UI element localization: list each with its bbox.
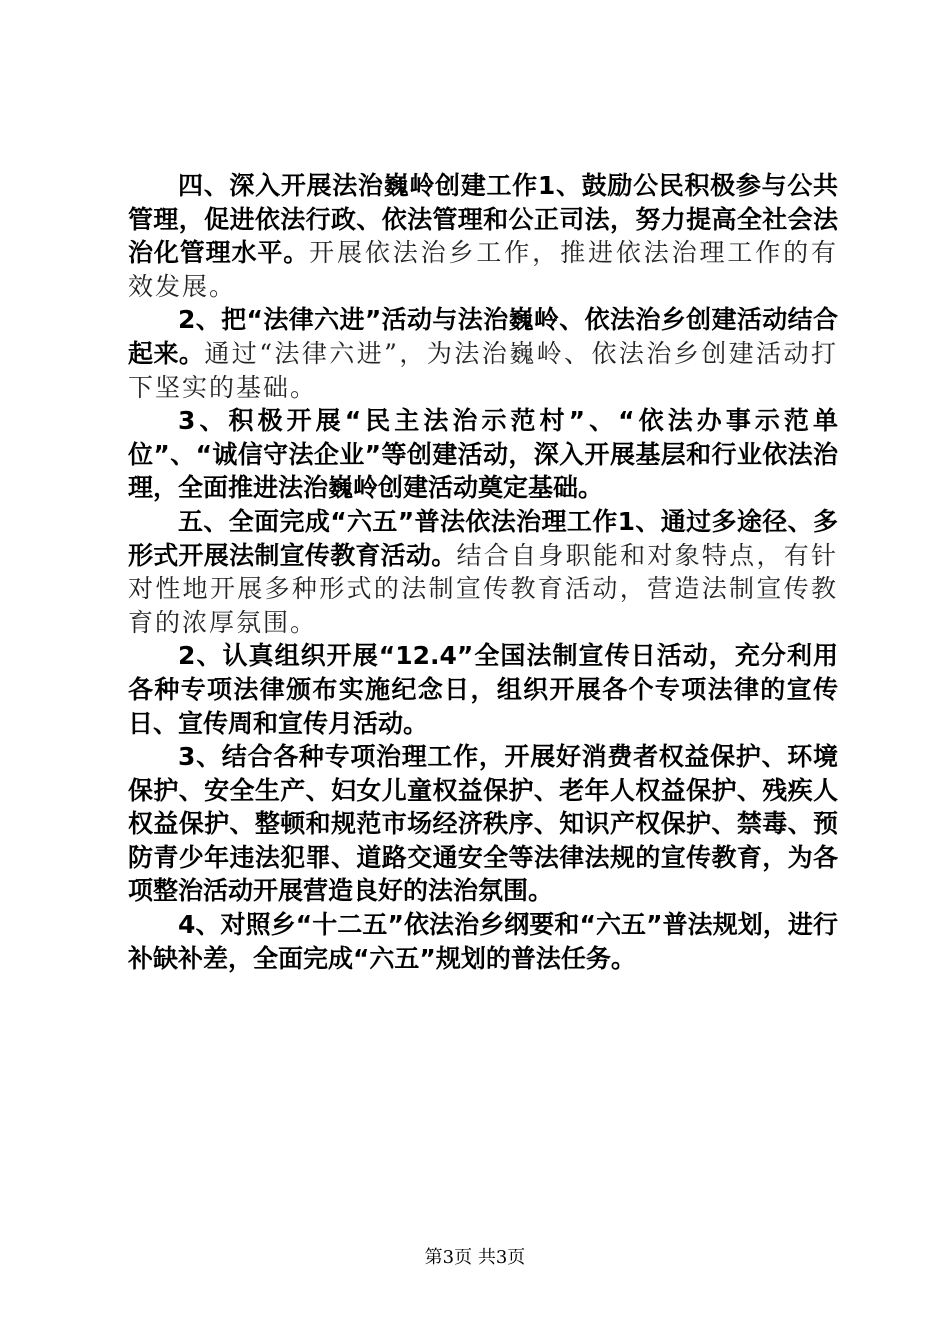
paragraph-4-3	[128, 405, 838, 506]
document-body	[128, 170, 838, 976]
paragraph-5-3	[128, 741, 838, 909]
paragraph-4-2	[128, 304, 838, 405]
paragraph-4-intro	[128, 170, 838, 304]
paragraph-bold-text: 2、认真组织开展“12.4”全国法制宣传日活动，充分利用各种专项法律颁布实施纪念日，组织开展各个专项法律的宣传日、宣传周和宣传月活动。	[128, 641, 838, 738]
paragraph-bold-text: 4、对照乡“十二五”依法治乡纲要和“六五”普法规划，进行补缺补差，全面完成“六五”规划的普法任务。	[128, 910, 838, 973]
paragraph-5-intro	[128, 506, 838, 640]
paragraph-bold-text: 五、全面完成“六五”普法依法治理工作1、通过多途径、多形式开展法制宣传教育活动。	[128, 506, 838, 570]
paragraph-light-text: 开展依法治乡工作，推进依法治理工作的有效发展。	[128, 238, 838, 301]
paragraph-bold-text: 3、结合各种专项治理工作，开展好消费者权益保护、环境保护、安全生产、妇女儿童权益保护、老年人权益保护、残疾人权益保护、整顿和规范市场经济秩序、知识产权保护、禁毒、预防青少年违法犯罪、道路交通安全等法律法规的宣传教育，为各项整治活动开展营造良好的法治氛围。	[128, 742, 838, 906]
paragraph-bold-text: 2、把“法律六进”活动与法治巍岭、依法治乡创建活动结合起来。	[128, 305, 838, 368]
paragraph-bold-text: 四、深入开展法治巍岭创建工作1、鼓励公民积极参与公共管理，促进依法行政、依法管理和公正司法，努力提高全社会法治化管理水平。	[128, 171, 838, 268]
paragraph-bold-text: 3、积极开展“民主法治示范村”、“依法办事示范单位”、“诚信守法企业”等创建活动，深入开展基层和行业依法治理，全面推进法治巍岭创建活动奠定基础。	[128, 406, 838, 503]
paragraph-light-text: 通过“法律六进”，为法治巍岭、依法治乡创建活动打下坚实的基础。	[128, 338, 838, 402]
paragraph-5-2	[128, 640, 838, 741]
paragraph-light-text: 结合自身职能和对象特点，有针对性地开展多种形式的法制宣传教育活动，营造法制宣传教育的浓厚氛围。	[128, 540, 838, 637]
paragraph-5-4	[128, 909, 838, 976]
page-footer: 第3页 共3页	[424, 1247, 526, 1268]
